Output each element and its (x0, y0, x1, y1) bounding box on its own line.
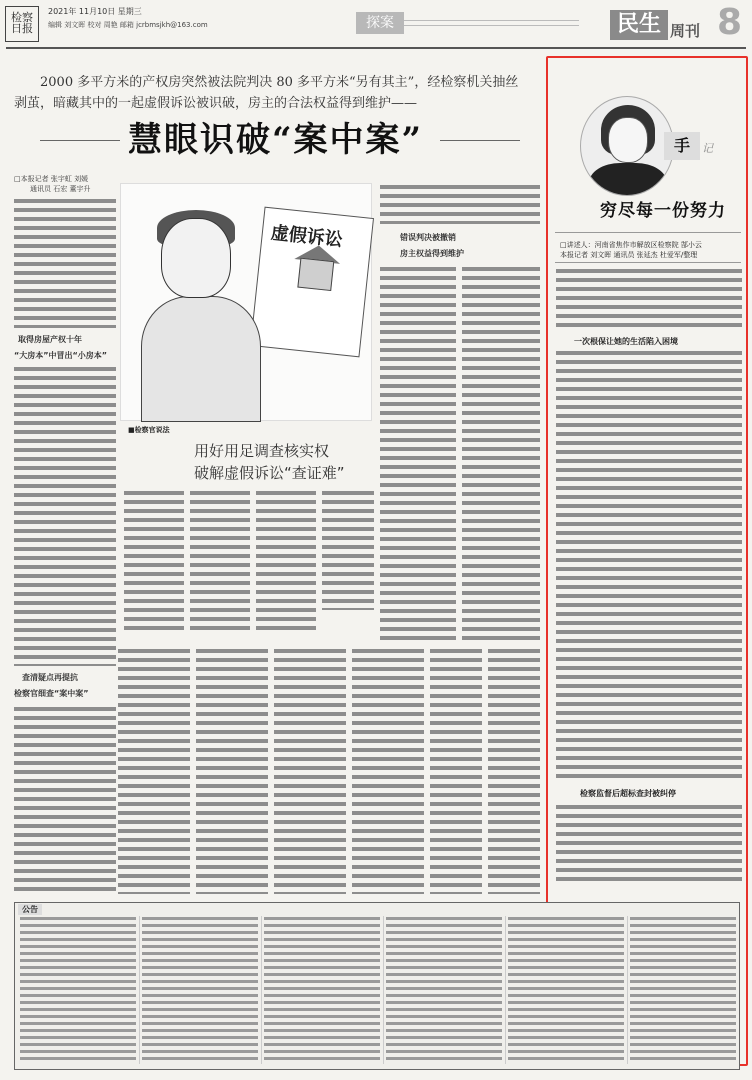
article-column-mid-1 (118, 648, 190, 894)
legal-notice-title: 公告 (18, 904, 42, 915)
man-head (161, 218, 231, 298)
article-column-left-3 (14, 706, 116, 894)
subhead-1: 取得房屋产权十年 (18, 335, 82, 344)
article-box-text-1 (124, 490, 184, 635)
editors-line: 编辑 刘文晖 校对 周艳 邮箱 jcrbmsjkh@163.com (48, 21, 208, 29)
article-column-left-1 (14, 198, 116, 328)
headline-rule-left (40, 140, 120, 141)
sidebar-staff: 本报记者 刘文晖 通讯员 张延杰 杜爱军/整理 (560, 251, 698, 259)
man-body (141, 296, 261, 422)
article-column-right-top (380, 184, 540, 224)
subtitle-line-1: 用好用足调查核实权 (194, 442, 330, 460)
lead-line-2: 剥茧，暗藏其中的一起虚假诉讼被识破，房主的合法权益得到维护—— (14, 96, 418, 111)
sidebar-rule-top (555, 232, 741, 233)
document-drawing (250, 207, 374, 358)
sidebar-text-2 (556, 350, 742, 780)
section-title: 民生 (610, 10, 668, 40)
notice-divider-4 (505, 916, 506, 1064)
subhead-3: 错误判决被撤销 (400, 233, 456, 242)
column-badge-suffix: 记 (702, 142, 713, 155)
notice-column-1 (20, 916, 136, 1064)
lead-paragraph (14, 72, 534, 114)
section-tag: 探案 (356, 12, 404, 34)
sidebar-rule-bottom (555, 262, 741, 263)
article-column-right-1 (380, 266, 456, 644)
subhead-3-quote: 房主权益得到维护 (400, 249, 464, 258)
notice-column-2 (142, 916, 258, 1064)
page-number: 8 (717, 2, 743, 43)
portrait-face (608, 117, 648, 163)
notice-divider-3 (383, 916, 384, 1064)
article-column-mid-3 (274, 648, 346, 894)
headline-rule-right (440, 140, 520, 141)
sidebar-speaker: □讲述人：河南省焦作市解放区检察院 郜小云 (560, 241, 702, 249)
notice-column-3 (264, 916, 380, 1064)
sidebar-text-3 (556, 804, 742, 886)
lead-line-1: 2000 多平方米的产权房突然被法院判决 80 多平方米“另有其主”，经检察机关抽丝 (40, 75, 519, 90)
sidebar-subhead-2: 检察监督后超标查封被纠停 (580, 789, 676, 798)
section-weekly: 周刊 (670, 22, 701, 40)
subtitle-line-2: 破解虚假诉讼“查证难” (194, 464, 345, 482)
sidebar-title: 穷尽每一份努力 (600, 201, 726, 221)
column-badge: 手 (664, 132, 700, 160)
headline: 慧眼识破“案中案” (128, 120, 424, 160)
notice-divider-2 (261, 916, 262, 1064)
article-column-mid-4 (352, 648, 424, 894)
header-divider (6, 47, 746, 49)
article-box-text-2 (190, 490, 250, 635)
sidebar-subhead-1: 一次根保让她的生活陷入困境 (574, 337, 678, 346)
notice-column-4 (386, 916, 502, 1064)
subhead-2: 查清疑点再提抗 (22, 673, 78, 682)
notice-divider-5 (627, 916, 628, 1064)
illustration-caption: ■检察官说法 (128, 426, 170, 434)
masthead (0, 0, 752, 50)
portrait-body (589, 163, 667, 196)
article-box-text-3 (256, 490, 316, 635)
byline-reporter: □本报记者 张宇虹 刘媛 (14, 175, 89, 183)
newspaper-logo: 检察 日报 (5, 6, 39, 42)
sidebar-text-1 (556, 268, 742, 328)
article-column-left-2 (14, 366, 116, 666)
notice-column-6 (630, 916, 736, 1064)
article-column-right-3 (430, 648, 482, 894)
subhead-1-quote: “大房本”中冒出“小房本” (14, 351, 108, 360)
notice-divider-1 (139, 916, 140, 1064)
issue-date: 2021年 11月10日 星期三 (48, 7, 142, 16)
illustration (120, 183, 372, 421)
article-column-right-4 (488, 648, 540, 894)
prosecutor-portrait (580, 96, 674, 196)
subhead-2-quote: 检察官细查“案中案” (14, 689, 89, 698)
house-icon (297, 258, 334, 291)
article-column-mid-2 (196, 648, 268, 894)
article-column-right-2 (462, 266, 540, 644)
document-title: 虚假诉讼 (269, 222, 344, 251)
subtitle (194, 440, 345, 484)
byline-correspondents: 通讯员 石宏 董宇升 (30, 185, 91, 193)
article-box-text-4 (322, 490, 374, 610)
header-rule (404, 20, 579, 26)
notice-column-5 (508, 916, 624, 1064)
